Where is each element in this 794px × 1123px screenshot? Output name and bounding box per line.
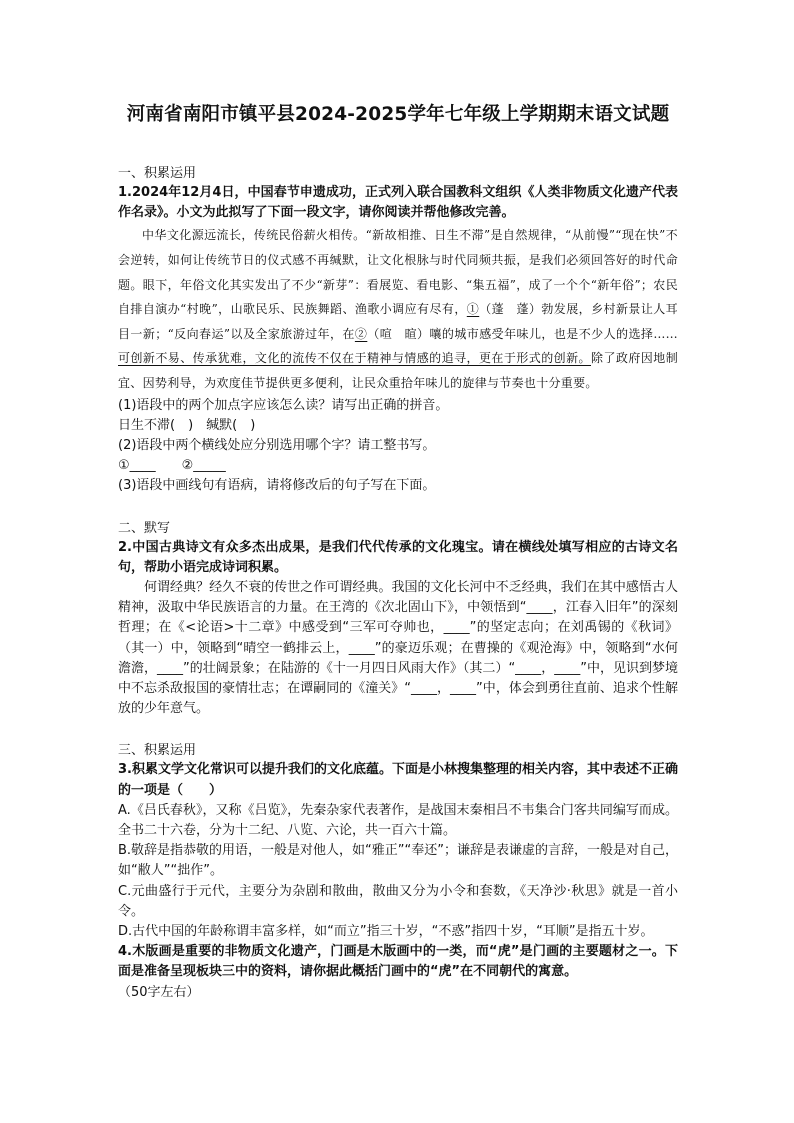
q1-sub-2: (2)语段中两个横线处应分别选用哪个字？请工整书写。 bbox=[118, 437, 436, 453]
q1-sub-1-answer[interactable]: 日生不滞( ) 缄默( ) bbox=[118, 417, 256, 433]
q1-stem: 1.2024年12月4日，中国春节申遗成功，正式列入联合国教科文组织《人类非物质文化遗产代表作名录》。小文为此拟写了下面一段文字，请你阅读并帮他修改完善。 bbox=[118, 185, 678, 221]
section-heading: 三、积累运用 bbox=[118, 743, 197, 759]
section-heading: 二、默写 bbox=[118, 520, 171, 536]
section-2 bbox=[118, 519, 678, 720]
q1-passage-b: （喧 暄）嚷的城市感受年味儿，也是不少人的选择…… bbox=[367, 326, 678, 341]
spacer bbox=[118, 497, 678, 516]
q1-blank-1[interactable]: ① bbox=[466, 302, 480, 317]
q3-option-b[interactable]: B.敬辞是指恭敬的用语，一般是对他人，如“雅正”“奉还”；谦辞是表谦虚的言辞，一般是对自己，如“敝人”“拙作”。 bbox=[118, 843, 678, 879]
q1-passage-c: 除了政府因地制宜、因势利导，为欢度佳节提供更多便利，让民众重拾年味儿的旋律与节奏也十分重要。 bbox=[118, 351, 679, 390]
q3-option-c[interactable]: C.元曲盛行于元代，主要分为杂剧和散曲，散曲又分为小令和套数，《天净沙·秋思》就是一首小令。 bbox=[118, 883, 678, 919]
q1-passage-a: 中华文化源远流长，传统民俗薪火相传。“新故相推、日生不滞”是自然规律，“从前慢”“现在快”不会逆转，如何让传统节日的仪式感不再缄默，让文化根脉与时代同频共振，是我们必须回答好的时代命题。眼下，年俗文化其实发出了不少“新芽”：看展览、看电影、“集五福”，成了一个个“新年俗”；农民自排自演办“村晚”，山歌民乐、民族舞蹈、渔歌小调应有尽有， bbox=[118, 228, 678, 317]
spacer bbox=[118, 719, 678, 738]
section-1 bbox=[118, 164, 678, 497]
q2-body: 何谓经典？经久不衰的传世之作可谓经典。我国的文化长河中不乏经典，我们在其中感悟古人精神，汲取中华民族语言的力量。在王湾的《次北固山下》，中领悟到“____，江春入旧年”的深刻哲理；在《<论语>十二章》中感受到“三军可夺帅也，____”的坚定志向；在刘禹锡的《秋词》（其一）中，领略到“晴空一鹤排云上，____”的豪迈乐观；在曹操的《观沧海》中，领略到“水何澹澹，____”的壮阔景象；在陆游的《十一月四日风雨大作》（其二）“____，____”中，见识到梦境中不忘杀敌报国的豪情壮志；在谭嗣同的《潼关》“____，____”中，体会到勇往直前、追求个性解放的少年意气。 bbox=[118, 579, 678, 717]
q4-stem: 4.木版画是重要的非物质文化遗产，门画是木版画中的一类，而“虎”是门画的主要题材之一。下面是准备呈现板块三中的资料，请你据此概括门画中的“虎”在不同朝代的寓意。 bbox=[118, 944, 678, 980]
q1-sub-2-answer[interactable]: ①____ ②_____ bbox=[118, 458, 226, 474]
q3-option-a[interactable]: A.《吕氏春秋》，又称《吕览》，先秦杂家代表著作，是战国末秦相吕不韦集合门客共同编写而成。全书二十六卷，分为十二纪、八览、六论，共一百六十篇。 bbox=[118, 802, 678, 839]
section-heading: 一、积累运用 bbox=[118, 166, 197, 181]
q2-stem: 2.中国古典诗文有众多杰出成果，是我们代代传承的文化瑰宝。请在横线处填写相应的古诗文名句，帮助小语完成诗词积累。 bbox=[118, 539, 678, 575]
q1-underlined-sentence: 可创新不易、传承犹难，文化的流传不仅在于精神与情感的追寻，更在于形式的创新。 bbox=[118, 351, 592, 366]
q1-blank-1-hint: （蓬 蓬）勃发展，乡村新景让人耳目一新；“反向春运”以及全家旅游过年，在 bbox=[118, 302, 678, 341]
q1-blank-2[interactable]: ② bbox=[354, 326, 368, 341]
q1-sub-1: (1)语段中的两个加点字应该怎么读？请写出正确的拼音。 bbox=[118, 397, 449, 413]
q1-passage bbox=[118, 223, 678, 395]
document-page bbox=[118, 100, 678, 1003]
q1-sub-3: (3)语段中画线句有语病，请将修改后的句子写在下面。 bbox=[118, 478, 436, 494]
q3-stem: 3.积累文学文化常识可以提升我们的文化底蕴。下面是小林搜集整理的相关内容，其中表述不正确的一项是（ ） bbox=[118, 762, 678, 798]
page-title: 河南省南阳市镇平县2024-2025学年七年级上学期期末语文试题 bbox=[126, 104, 670, 125]
q4-note: （50字左右） bbox=[118, 984, 200, 1000]
q3-option-d[interactable]: D.古代中国的年龄称谓丰富多样，如“而立”指三十岁，“不惑”指四十岁，“耳顺”是指五十岁。 bbox=[118, 924, 654, 940]
section-3 bbox=[118, 741, 678, 1002]
